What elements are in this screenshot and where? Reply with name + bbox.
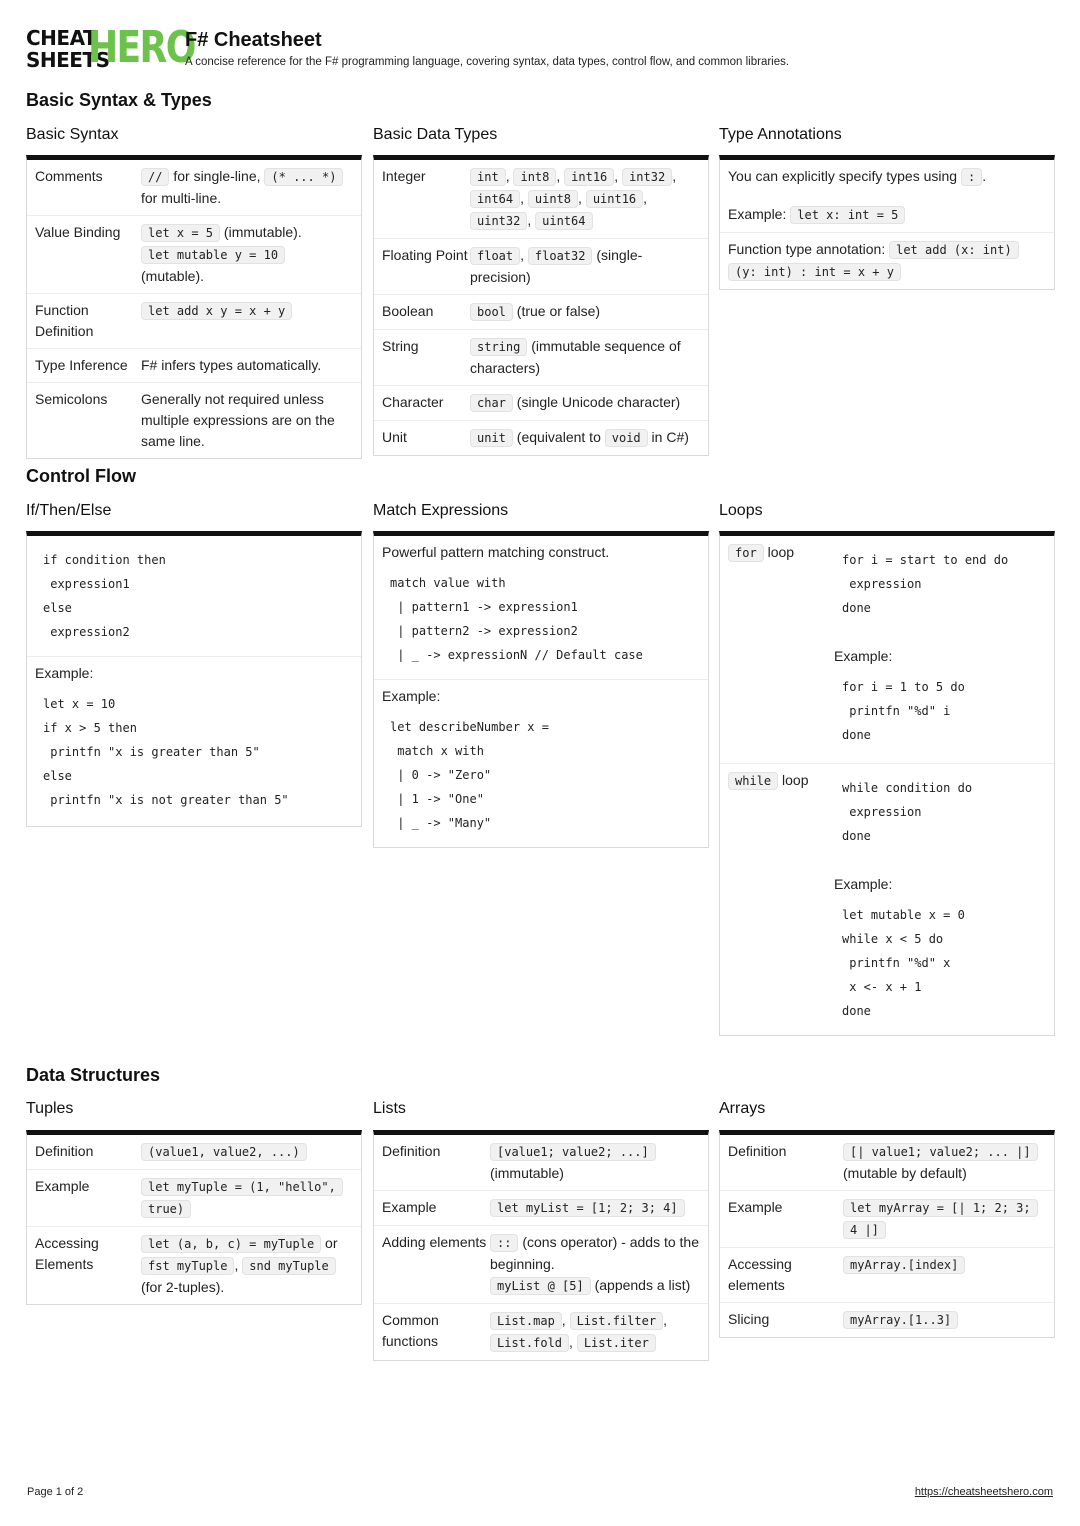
row-value [843, 1309, 1046, 1331]
row-value [843, 1197, 1046, 1241]
row-label: Character [382, 394, 444, 410]
table-row [27, 216, 361, 294]
card-title-tuples: Tuples [26, 1100, 74, 1117]
card-title-data-types: Basic Data Types [373, 126, 498, 143]
row-label: Slicing [728, 1311, 770, 1327]
card-tuples [26, 1130, 362, 1305]
logo-line2: SHEETS [26, 48, 110, 72]
table-row [27, 657, 361, 826]
code-snippet: let x: int = 5 [790, 206, 905, 224]
row-value [141, 300, 353, 342]
row-label: Definition [35, 1143, 94, 1159]
row-text: (mutable by default) [843, 1165, 967, 1181]
code-snippet: let myArray = [| 1; 2; 3; [843, 1199, 1038, 1217]
logo-line1: CHEAT [26, 26, 97, 50]
card-basic-syntax [26, 155, 362, 459]
card-match [373, 531, 709, 848]
page-title: F# Cheatsheet [185, 29, 322, 51]
table-row [374, 1226, 708, 1304]
table-row [374, 239, 708, 295]
row-value [470, 392, 700, 414]
section-title-data: Data Structures [26, 1065, 161, 1085]
code-snippet: string [470, 338, 527, 356]
code-snippet: uint32 [470, 212, 527, 230]
code-block: while condition do expression done [842, 781, 973, 843]
row-value [843, 1254, 1046, 1296]
code-snippet: (value1, value2, ...) [141, 1143, 307, 1161]
row-label: Comments [35, 168, 103, 184]
row-text: (immutable). [220, 224, 302, 240]
row-value: let (a, b, c) = myTuple or fst myTuple , snd myTuple (for 2-tuples). [141, 1235, 338, 1295]
row-value: List.map , List.filter , List.fold , List.iter [490, 1310, 700, 1354]
row-text: Example: [382, 688, 441, 704]
row-text: Example: [834, 876, 893, 892]
row-value [141, 222, 353, 287]
row-label: Accessing elements [728, 1256, 792, 1293]
table-row [27, 294, 361, 349]
code-snippet: let myList = [1; 2; 3; 4] [490, 1199, 685, 1217]
row-text: (mutable). [141, 268, 205, 284]
row-value [470, 427, 700, 449]
code-snippet: int8 [513, 168, 556, 186]
card-title-arrays: Arrays [719, 1100, 766, 1117]
row-text: or [321, 1235, 338, 1251]
row-text: (appends a list) [590, 1277, 691, 1293]
code-snippet: true) [141, 1200, 191, 1218]
row-text: loop [763, 544, 795, 560]
table-row [720, 1248, 1054, 1303]
row-text: Example: [834, 648, 893, 664]
card-lists [373, 1130, 709, 1361]
code-snippet: :: [490, 1234, 518, 1252]
code-snippet: while [728, 772, 778, 790]
code-block: let describeNumber x = match x with | 0 -> "Zero" | 1 -> "One" | _ -> "Many" [390, 720, 549, 830]
table-row [374, 680, 708, 847]
table-row [720, 1191, 1054, 1248]
table-row [720, 1303, 1054, 1337]
table-row [27, 1135, 361, 1170]
code-snippet: uint64 [535, 212, 592, 230]
table-row [27, 160, 361, 216]
row-value [490, 1197, 700, 1219]
row-text: loop [778, 772, 809, 788]
table-row [374, 1304, 708, 1360]
code-snippet: List.map [490, 1312, 562, 1330]
row-text: (immutable sequence of characters) [470, 338, 681, 376]
row-value [490, 1232, 700, 1297]
page-subtitle: A concise reference for the F# programming language, covering syntax, data types, control flow, and common libraries. [185, 56, 790, 68]
code-snippet: myArray.[index] [843, 1256, 965, 1274]
code-snippet: uint8 [528, 190, 578, 208]
code-snippet: uint16 [586, 190, 643, 208]
row-label: Accessing Elements [35, 1235, 99, 1272]
table-row [720, 536, 1054, 764]
row-label: Semicolons [35, 391, 108, 407]
row-value: Generally not required unless multiple expressions are on the same line. [141, 391, 335, 449]
table-row [374, 160, 708, 239]
row-text: (cons operator) - adds to the beginning. [490, 1234, 699, 1272]
table-row [720, 764, 1054, 1035]
row-text: (for 2-tuples). [141, 1279, 225, 1295]
table-row [27, 383, 361, 458]
code-snippet: int16 [564, 168, 614, 186]
page-number: Page 1 of 2 [27, 1486, 84, 1498]
code-block: match value with | pattern1 -> expression1 | pattern2 -> expression2 | _ -> expressionN // Default case [390, 576, 643, 662]
card-arrays [719, 1130, 1055, 1338]
code-snippet: : [961, 168, 982, 186]
table-row [374, 421, 708, 455]
card-data-types [373, 155, 709, 456]
logo [26, 22, 195, 73]
row-text: (single-precision) [470, 247, 643, 285]
site-link[interactable]: https://cheatsheetshero.com [914, 1486, 1053, 1498]
table-row [720, 160, 1054, 233]
code-snippet: int [470, 168, 506, 186]
table-row [27, 1227, 361, 1304]
table-row [27, 1170, 361, 1227]
code-snippet: List.iter [577, 1334, 656, 1352]
row-text: Example: [35, 665, 94, 681]
section-title-control: Control Flow [26, 466, 136, 486]
table-row [27, 536, 361, 657]
row-label: Boolean [382, 303, 434, 319]
table-row [720, 1135, 1054, 1191]
row-label: Adding elements [382, 1234, 487, 1250]
table-row [374, 536, 708, 680]
row-value [141, 166, 353, 209]
row-text: (true or false) [512, 303, 601, 319]
card-type-annotations [719, 155, 1055, 290]
row-value [834, 542, 1046, 747]
row-label [728, 770, 834, 1023]
code-snippet: let add x y = x + y [141, 302, 292, 320]
row-label: Definition [382, 1143, 441, 1159]
row-label: Value Binding [35, 224, 121, 240]
code-snippet: float32 [528, 247, 593, 265]
card-loops [719, 531, 1055, 1036]
code-snippet: myList @ [5] [490, 1277, 591, 1295]
card-if-then-else [26, 531, 362, 827]
row-text: for single-line, [169, 168, 265, 184]
row-label: Example [35, 1178, 90, 1194]
card-title-basic-syntax: Basic Syntax [26, 126, 119, 143]
row-label: Common functions [382, 1312, 439, 1349]
code-block: let x = 10 if x > 5 then printfn "x is greater than 5" else printfn "x is not greater than 5" [43, 697, 289, 807]
code-snippet: let myTuple = (1, "hello", [141, 1178, 343, 1196]
row-text: in C#) [647, 429, 689, 445]
code-snippet: int32 [622, 168, 672, 186]
table-row [374, 330, 708, 386]
code-snippet: void [605, 429, 648, 447]
row-text: . [982, 168, 987, 184]
card-title-type-annotations: Type Annotations [719, 126, 842, 143]
card-title-match: Match Expressions [373, 502, 509, 519]
row-value [141, 1176, 353, 1220]
row-value [470, 336, 700, 379]
code-snippet: (y: int) : int = x + y [728, 263, 901, 281]
row-text: for multi-line. [141, 190, 222, 206]
row-value: float , float32 (single-precision) [470, 247, 643, 285]
table-row [374, 295, 708, 330]
row-value: F# infers types automatically. [141, 357, 322, 373]
code-snippet: let mutable y = 10 [141, 246, 285, 264]
code-snippet: snd myTuple [242, 1257, 335, 1275]
row-label: Type Inference [35, 357, 128, 373]
row-label: Unit [382, 429, 407, 445]
row-text: You can explicitly specify types using [728, 168, 961, 184]
row-label: Floating Point [382, 247, 468, 263]
code-snippet: [value1; value2; ...] [490, 1143, 656, 1161]
code-snippet: List.fold [490, 1334, 569, 1352]
code-snippet: char [470, 394, 513, 412]
row-label: String [382, 338, 419, 354]
row-value [141, 1141, 353, 1163]
row-text: Function type annotation: [728, 241, 890, 257]
card-title-if: If/Then/Else [26, 502, 112, 519]
code-snippet: let (a, b, c) = myTuple [141, 1235, 321, 1253]
row-value [470, 301, 700, 323]
code-block: if condition then expression1 else expression2 [43, 553, 166, 639]
row-value [834, 770, 1046, 1023]
row-text: (single Unicode character) [512, 394, 681, 410]
logo-accent: HERO [88, 22, 195, 73]
code-block: for i = 1 to 5 do printfn "%d" i done [842, 680, 965, 742]
row-value: int , int8 , int16 , int32 , int64 , uint8 , uint16 , uint32 , uint64 [470, 166, 700, 232]
code-snippet: float [470, 247, 520, 265]
code-snippet: myArray.[1..3] [843, 1311, 958, 1329]
section-title-basic: Basic Syntax & Types [26, 90, 212, 110]
code-snippet: [| value1; value2; ... |] [843, 1143, 1038, 1161]
row-label: Function Definition [35, 302, 94, 339]
row-text: (equivalent to [512, 429, 605, 445]
row-label: Example [728, 1199, 783, 1215]
row-label: Definition [728, 1143, 787, 1159]
row-text: Example: [728, 206, 791, 222]
code-snippet: fst myTuple [141, 1257, 234, 1275]
code-snippet: 4 |] [843, 1221, 886, 1239]
row-label: Integer [382, 168, 426, 184]
code-snippet: let x = 5 [141, 224, 220, 242]
row-value [490, 1141, 700, 1184]
table-row [374, 1191, 708, 1226]
table-row [374, 1135, 708, 1191]
row-text: (immutable) [490, 1165, 564, 1181]
code-snippet: unit [470, 429, 513, 447]
row-text: Powerful pattern matching construct. [382, 544, 610, 560]
code-block: for i = start to end do expression done [842, 553, 1009, 615]
table-row [27, 349, 361, 383]
card-title-loops: Loops [719, 502, 763, 519]
code-snippet: let add (x: int) [889, 241, 1019, 259]
code-snippet: for [728, 544, 764, 562]
code-block: let mutable x = 0 while x < 5 do printfn "%d" x x <- x + 1 done [842, 908, 965, 1018]
row-label [728, 542, 834, 747]
code-snippet: bool [470, 303, 513, 321]
code-snippet: // [141, 168, 169, 186]
card-title-lists: Lists [373, 1100, 406, 1117]
code-snippet: int64 [470, 190, 520, 208]
row-label: Example [382, 1199, 437, 1215]
table-row [720, 233, 1054, 289]
code-snippet: (* ... *) [264, 168, 343, 186]
row-value [843, 1141, 1046, 1184]
table-row [374, 386, 708, 421]
code-snippet: List.filter [570, 1312, 663, 1330]
